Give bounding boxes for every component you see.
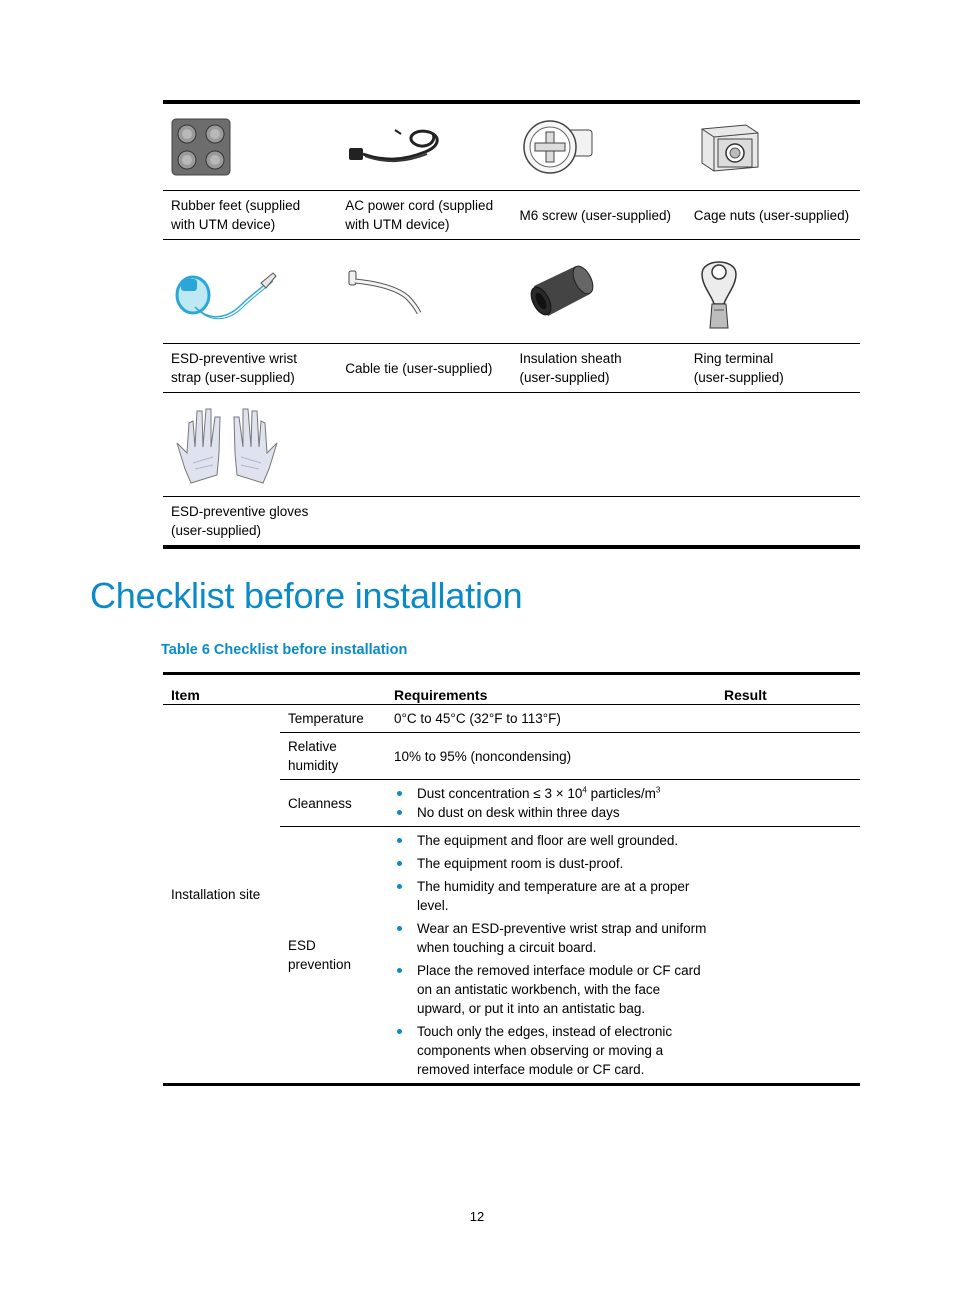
empty-cell <box>337 497 511 545</box>
cable-tie-icon <box>345 267 425 317</box>
accessories-table <box>163 100 860 549</box>
list-item: Wear an ESD-preventive wrist strap and uniform when touching a circuit board. <box>394 919 708 957</box>
accessories-image-row-3 <box>163 393 860 496</box>
esd-wrist-strap-label-line1: ESD-preventive wrist <box>171 351 298 366</box>
rubber-feet-icon <box>171 118 231 176</box>
list-item: No dust on desk within three days <box>394 803 708 822</box>
empty-cell <box>337 393 511 496</box>
empty-cell <box>512 497 686 545</box>
esd-requirement <box>386 827 716 1085</box>
list-item <box>394 784 708 803</box>
esd-gloves-label-line2: (user-supplied) <box>171 523 262 538</box>
insulation-sheath-label-line2: (user-supplied) <box>519 370 610 385</box>
accessories-image-row-1 <box>163 104 860 190</box>
esd-wrist-strap-label <box>171 349 297 387</box>
item-installation-site: Installation site <box>171 886 261 902</box>
accessories-image-row-2 <box>163 240 860 343</box>
cleanness-requirement <box>386 780 716 827</box>
rubber-feet-label <box>171 196 300 234</box>
cable-tie-label: Cable tie (user-supplied) <box>345 360 493 376</box>
esd-gloves-label-cell <box>163 497 337 545</box>
header-item: Item <box>163 674 386 705</box>
temperature-requirement: 0°C to 45°C (32°F to 113°F) <box>394 711 561 726</box>
m6-screw-image <box>512 104 686 190</box>
header-result: Result <box>716 674 860 705</box>
humidity-result <box>716 733 860 780</box>
insulation-sheath-label <box>520 349 622 387</box>
cage-nut-label-cell <box>686 191 860 239</box>
m6-screw-icon <box>520 116 600 178</box>
accessories-label-row-3 <box>163 496 860 545</box>
cleanness-list <box>394 784 708 822</box>
checklist-table <box>163 672 860 1086</box>
ring-terminal-label-cell <box>686 344 860 392</box>
esd-wrist-strap-label-line2: strap (user-supplied) <box>171 370 295 385</box>
temperature-label: Temperature <box>288 711 364 726</box>
insulation-sheath-label-line1: Insulation sheath <box>519 351 622 366</box>
dust-prefix: Dust concentration ≤ 3 × 10 <box>417 786 583 801</box>
dust-suffix: particles/m <box>586 786 656 801</box>
esd-wrist-strap-icon <box>171 257 281 327</box>
ring-terminal-label <box>694 349 784 387</box>
cleanness-label: Cleanness <box>280 780 386 827</box>
list-item: The humidity and temperature are at a proper level. <box>394 877 708 915</box>
esd-wrist-strap-label-cell <box>163 344 337 392</box>
cleanness-result <box>716 780 860 827</box>
ring-terminal-image <box>686 240 860 343</box>
ac-power-cord-label <box>345 196 493 234</box>
cable-tie-label-cell <box>337 344 511 392</box>
page-number: 12 <box>469 1209 485 1224</box>
table-row <box>163 705 860 733</box>
m6-screw-label: M6 screw (user-supplied) <box>519 207 672 223</box>
ac-power-cord-icon <box>345 122 445 172</box>
rubber-feet-label-cell <box>163 191 337 239</box>
insulation-sheath-label-cell <box>512 344 686 392</box>
humidity-label: Relative humidity <box>280 733 386 780</box>
esd-wrist-strap-image <box>163 240 337 343</box>
list-item: The equipment room is dust-proof. <box>394 854 708 873</box>
m6-screw-label-cell <box>512 191 686 239</box>
cable-tie-image <box>337 240 511 343</box>
empty-cell <box>686 393 860 496</box>
table-caption: Table 6 Checklist before installation <box>161 642 408 658</box>
temperature-result <box>716 705 860 733</box>
rubber-feet-image <box>163 104 337 190</box>
esd-list <box>394 831 708 1079</box>
list-item: The equipment and floor are well grounded. <box>394 831 708 850</box>
empty-cell <box>686 497 860 545</box>
rubber-feet-label-line1: Rubber feet (supplied <box>171 198 301 213</box>
esd-result <box>716 827 860 1085</box>
list-item: Touch only the edges, instead of electronic components when observing or moving a removed interface module or CF card. <box>394 1022 708 1079</box>
ac-power-cord-label-line1: AC power cord (supplied <box>345 198 494 213</box>
ring-terminal-label-line2: (user-supplied) <box>693 370 784 385</box>
esd-gloves-icon <box>171 403 283 487</box>
empty-cell <box>512 393 686 496</box>
ac-power-cord-label-cell <box>337 191 511 239</box>
accessories-label-row-1 <box>163 190 860 240</box>
insulation-sheath-icon <box>520 260 600 324</box>
checklist-header-row <box>163 674 860 705</box>
esd-gloves-label <box>171 502 308 540</box>
cage-nut-image <box>686 104 860 190</box>
humidity-requirement: 10% to 95% (noncondensing) <box>386 733 716 780</box>
list-item: Place the removed interface module or CF card on an antistatic workbench, with the face upward, or put it into an antistatic bag. <box>394 961 708 1018</box>
ac-power-cord-image <box>337 104 511 190</box>
dust-unit-exponent: 3 <box>655 785 661 795</box>
esd-label: ESD prevention <box>280 827 386 1085</box>
accessories-label-row-2 <box>163 343 860 393</box>
cage-nut-icon <box>694 119 764 175</box>
ring-terminal-label-line1: Ring terminal <box>693 351 774 366</box>
cage-nut-label: Cage nuts (user-supplied) <box>693 207 850 223</box>
esd-gloves-image <box>163 393 337 496</box>
ac-power-cord-label-line2: with UTM device) <box>345 217 450 232</box>
ring-terminal-icon <box>694 252 744 332</box>
insulation-sheath-image <box>512 240 686 343</box>
esd-gloves-label-line1: ESD-preventive gloves <box>171 504 309 519</box>
dust-exponent: 4 <box>582 785 587 795</box>
rubber-feet-label-line2: with UTM device) <box>171 217 276 232</box>
header-requirements: Requirements <box>386 674 716 705</box>
section-title: Checklist before installation <box>90 575 523 616</box>
